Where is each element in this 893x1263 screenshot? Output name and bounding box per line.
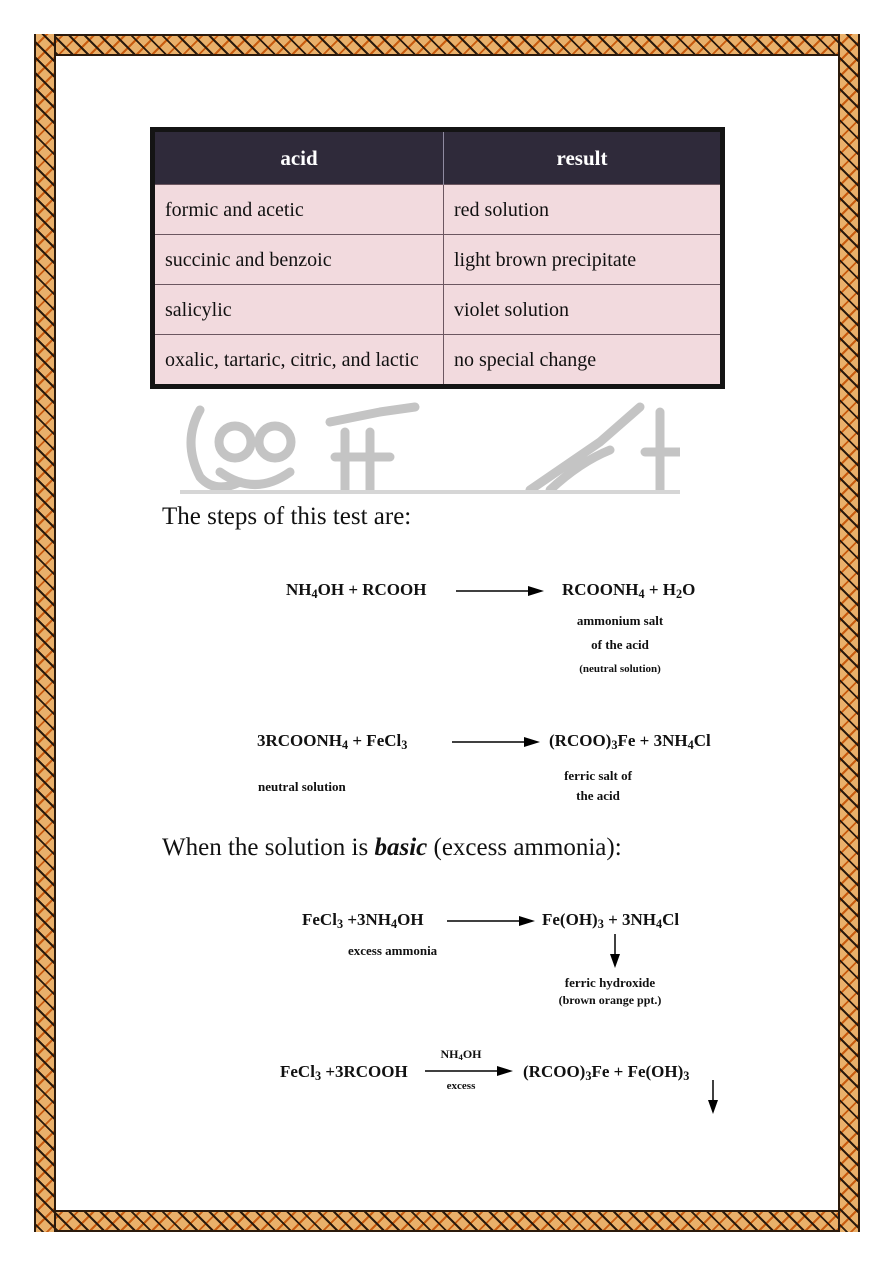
reaction2-note-line2: the acid (576, 788, 620, 803)
reaction2-left-note: neutral solution (258, 779, 346, 794)
basic-solution-text: When the solution is basic (excess ammonia): (162, 834, 622, 861)
table-cell-result: light brown precipitate (444, 235, 723, 285)
lab-illustration-watermark (180, 402, 680, 494)
reaction1-reactants: $NH_4OH$ + RCOOH (286, 580, 427, 602)
table-header-row (153, 130, 723, 185)
table-cell-result: no special change (444, 335, 723, 387)
reaction-arrow (452, 735, 540, 749)
reaction1-note-line2: of the acid (591, 637, 649, 652)
table-row (153, 285, 723, 335)
decorative-border-bottom (34, 1210, 860, 1232)
precipitate-down-arrow (608, 934, 622, 968)
reaction1-note-line1: ammonium salt (576, 613, 664, 628)
reaction-arrow (456, 584, 544, 598)
table-row (153, 185, 723, 235)
table-cell-acid: salicylic (153, 285, 444, 335)
reaction4-arrow-condition-bottom: excess (446, 1080, 476, 1092)
reaction2-reactants: $3RCOONH_4$ + FeCl$_3$ (257, 731, 408, 753)
reaction2-note-line1: ferric salt of (564, 768, 632, 783)
reaction4-products: $(RCOO)_3Fe + Fe(OH)_3$ (523, 1062, 690, 1084)
reaction-arrow (425, 1064, 513, 1078)
reaction3-product-note-line1: ferric hydroxide (564, 975, 656, 990)
reaction1-products: $RCOONH_4 + H_2O$ (562, 580, 696, 602)
reaction2-products: $(RCOO)_3Fe + 3NH_4Cl$ (549, 731, 711, 753)
decorative-border-top (34, 34, 860, 56)
precipitate-down-arrow (706, 1080, 720, 1114)
table-cell-acid: succinic and benzoic (153, 235, 444, 285)
column-header-acid: acid (153, 130, 444, 185)
decorative-border-right (838, 34, 860, 1232)
decorative-border-left (34, 34, 56, 1232)
reaction-arrow (447, 914, 535, 928)
table-cell-acid: oxalic, tartaric, citric, and lactic (153, 335, 444, 387)
reaction3-reactants: FeCl$_3$ $+3NH_4OH$ (302, 910, 424, 932)
table-cell-result: red solution (444, 185, 723, 235)
column-header-result: result (444, 130, 723, 185)
reaction1-note-line3: (neutral solution) (579, 663, 661, 675)
reaction3-products: $Fe(OH)_3 + 3NH_4Cl$ (542, 910, 680, 932)
table-cell-acid: formic and acetic (153, 185, 444, 235)
table-cell-result: violet solution (444, 285, 723, 335)
steps-intro-text: The steps of this test are: (162, 503, 412, 530)
reaction3-product-note-line2: (brown orange ppt.) (558, 993, 662, 1007)
table-row (153, 335, 723, 387)
acid-result-table (150, 127, 725, 389)
reaction4-reactants: FeCl$_3$ +3RCOOH (280, 1062, 408, 1084)
table-row (153, 235, 723, 285)
reaction3-left-note: excess ammonia (348, 943, 438, 958)
reaction4-arrow-condition-top: $NH_4OH$ (440, 1047, 482, 1063)
